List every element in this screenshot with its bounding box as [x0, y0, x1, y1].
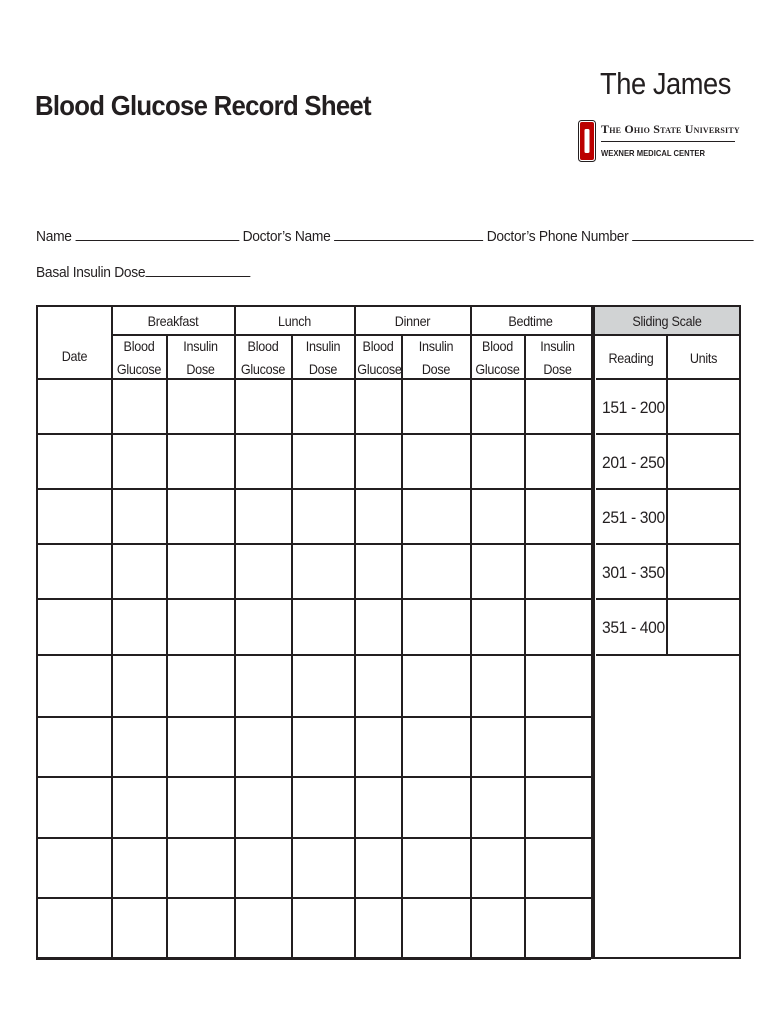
entry-cell[interactable] [403, 435, 470, 488]
sliding-scale-header: Sliding Scale [632, 313, 702, 329]
entry-cell[interactable] [113, 839, 166, 897]
date-cell[interactable] [38, 435, 111, 488]
sliding-scale-row-line [596, 654, 741, 656]
date-cell[interactable] [38, 839, 111, 897]
entry-cell[interactable] [293, 718, 354, 776]
entry-cell[interactable] [403, 656, 470, 716]
date-cell[interactable] [38, 778, 111, 837]
entry-cell[interactable] [293, 490, 354, 543]
date-cell[interactable] [38, 490, 111, 543]
entry-cell[interactable] [293, 380, 354, 433]
breakfast-insulin-header: Insulin Dose [183, 338, 218, 377]
entry-cell[interactable] [403, 718, 470, 776]
date-cell[interactable] [38, 380, 111, 433]
entry-cell[interactable] [356, 545, 401, 598]
table-border-top [36, 305, 741, 307]
patient-info-line [36, 228, 753, 245]
range-301-350: 301 - 350 [602, 563, 665, 582]
entry-cell[interactable] [356, 656, 401, 716]
entry-cell[interactable] [526, 718, 591, 776]
entry-cell[interactable] [403, 899, 470, 958]
meal-header-bedtime: Bedtime [508, 313, 553, 329]
bedtime-glucose-header: Blood Glucose [475, 338, 520, 377]
entry-cell[interactable] [293, 778, 354, 837]
entry-cell[interactable] [113, 490, 166, 543]
sliding-scale-double-line [593, 305, 595, 958]
entry-cell[interactable] [403, 545, 470, 598]
entry-cell[interactable] [293, 839, 354, 897]
date-cell[interactable] [38, 545, 111, 598]
entry-cell[interactable] [293, 899, 354, 958]
entry-cell[interactable] [236, 380, 291, 433]
range-351-400: 351 - 400 [602, 618, 665, 637]
name-field[interactable] [75, 228, 239, 241]
range-151-200: 151 - 200 [602, 398, 665, 417]
entry-cell[interactable] [356, 839, 401, 897]
entry-cell[interactable] [403, 380, 470, 433]
medical-center-name: WEXNER MEDICAL CENTER [601, 148, 705, 158]
entry-cell[interactable] [403, 490, 470, 543]
entry-cell[interactable] [113, 435, 166, 488]
entry-cell[interactable] [113, 656, 166, 716]
row-line [36, 958, 591, 960]
entry-cell[interactable] [236, 839, 291, 897]
entry-cell[interactable] [168, 899, 234, 958]
entry-cell[interactable] [526, 380, 591, 433]
entry-cell[interactable] [236, 490, 291, 543]
basal-dose-line [36, 264, 250, 281]
table-border-right [739, 305, 741, 958]
basal-dose-label: Basal Insulin Dose [36, 264, 146, 281]
entry-cell[interactable] [526, 656, 591, 716]
entry-cell[interactable] [168, 545, 234, 598]
units-cell[interactable] [668, 490, 739, 543]
entry-cell[interactable] [472, 718, 524, 776]
entry-cell[interactable] [526, 435, 591, 488]
bedtime-insulin-header: Insulin Dose [540, 338, 575, 377]
entry-cell[interactable] [236, 656, 291, 716]
entry-cell[interactable] [526, 839, 591, 897]
date-cell[interactable] [38, 656, 111, 716]
range-201-250: 201 - 250 [602, 453, 665, 472]
entry-cell[interactable] [168, 656, 234, 716]
entry-cell[interactable] [113, 545, 166, 598]
doctor-name-field[interactable] [334, 228, 483, 241]
entry-cell[interactable] [168, 490, 234, 543]
entry-cell[interactable] [526, 899, 591, 958]
entry-cell[interactable] [403, 778, 470, 837]
entry-cell[interactable] [403, 600, 470, 654]
page-title: Blood Glucose Record Sheet [35, 90, 371, 121]
entry-cell[interactable] [472, 490, 524, 543]
brand-name: The James [600, 66, 731, 101]
entry-cell[interactable] [472, 380, 524, 433]
entry-cell[interactable] [113, 600, 166, 654]
entry-cell[interactable] [168, 600, 234, 654]
basal-dose-field[interactable] [145, 264, 250, 277]
entry-cell[interactable] [472, 839, 524, 897]
doctor-name-label: Doctor’s Name [242, 228, 331, 245]
entry-cell[interactable] [236, 435, 291, 488]
reading-header: Reading [608, 350, 654, 366]
dinner-insulin-header: Insulin Dose [418, 338, 454, 377]
entry-cell[interactable] [236, 778, 291, 837]
entry-cell[interactable] [168, 380, 234, 433]
entry-cell[interactable] [356, 899, 401, 958]
entry-cell[interactable] [236, 600, 291, 654]
entry-cell[interactable] [472, 435, 524, 488]
entry-cell[interactable] [293, 656, 354, 716]
units-cell[interactable] [668, 380, 739, 433]
lunch-insulin-header: Insulin Dose [305, 338, 341, 377]
entry-cell[interactable] [526, 778, 591, 837]
dinner-glucose-header: Blood Glucose [357, 338, 402, 377]
doctor-phone-field[interactable] [632, 228, 753, 241]
entry-cell[interactable] [293, 600, 354, 654]
entry-cell[interactable] [472, 778, 524, 837]
range-251-300: 251 - 300 [602, 508, 665, 527]
entry-cell[interactable] [113, 380, 166, 433]
date-cell[interactable] [38, 600, 111, 654]
block-o-logo-icon [578, 120, 596, 162]
entry-cell[interactable] [113, 899, 166, 958]
entry-cell[interactable] [236, 899, 291, 958]
entry-cell[interactable] [168, 435, 234, 488]
meal-header-lunch: Lunch [278, 313, 311, 329]
entry-cell[interactable] [168, 778, 234, 837]
meal-header-breakfast: Breakfast [147, 313, 199, 329]
entry-cell[interactable] [526, 545, 591, 598]
entry-cell[interactable] [356, 490, 401, 543]
entry-cell[interactable] [293, 435, 354, 488]
entry-cell[interactable] [168, 839, 234, 897]
entry-cell[interactable] [472, 600, 524, 654]
units-cell[interactable] [668, 545, 739, 598]
entry-cell[interactable] [113, 718, 166, 776]
entry-cell[interactable] [356, 435, 401, 488]
date-cell[interactable] [38, 718, 111, 776]
units-header: Units [689, 350, 718, 366]
entry-cell[interactable] [236, 545, 291, 598]
entry-cell[interactable] [356, 778, 401, 837]
entry-cell[interactable] [356, 600, 401, 654]
entry-cell[interactable] [526, 600, 591, 654]
date-header: Date [61, 348, 88, 364]
entry-cell[interactable] [356, 718, 401, 776]
entry-cell[interactable] [113, 778, 166, 837]
entry-cell[interactable] [472, 899, 524, 958]
name-label: Name [36, 228, 72, 245]
entry-cell[interactable] [472, 656, 524, 716]
date-cell[interactable] [38, 899, 111, 958]
entry-cell[interactable] [293, 545, 354, 598]
meal-header-dinner: Dinner [394, 313, 431, 329]
units-cell[interactable] [668, 435, 739, 488]
doctor-phone-label: Doctor’s Phone Number [486, 228, 629, 245]
units-cell[interactable] [668, 600, 739, 654]
entry-cell[interactable] [526, 490, 591, 543]
divider [601, 141, 735, 142]
university-name: The Ohio State University [601, 122, 740, 136]
entry-cell[interactable] [403, 839, 470, 897]
lunch-glucose-header: Blood Glucose [240, 338, 286, 377]
entry-cell[interactable] [356, 380, 401, 433]
entry-cell[interactable] [236, 718, 291, 776]
breakfast-glucose-header: Blood Glucose [116, 338, 162, 377]
entry-cell[interactable] [168, 718, 234, 776]
entry-cell[interactable] [472, 545, 524, 598]
